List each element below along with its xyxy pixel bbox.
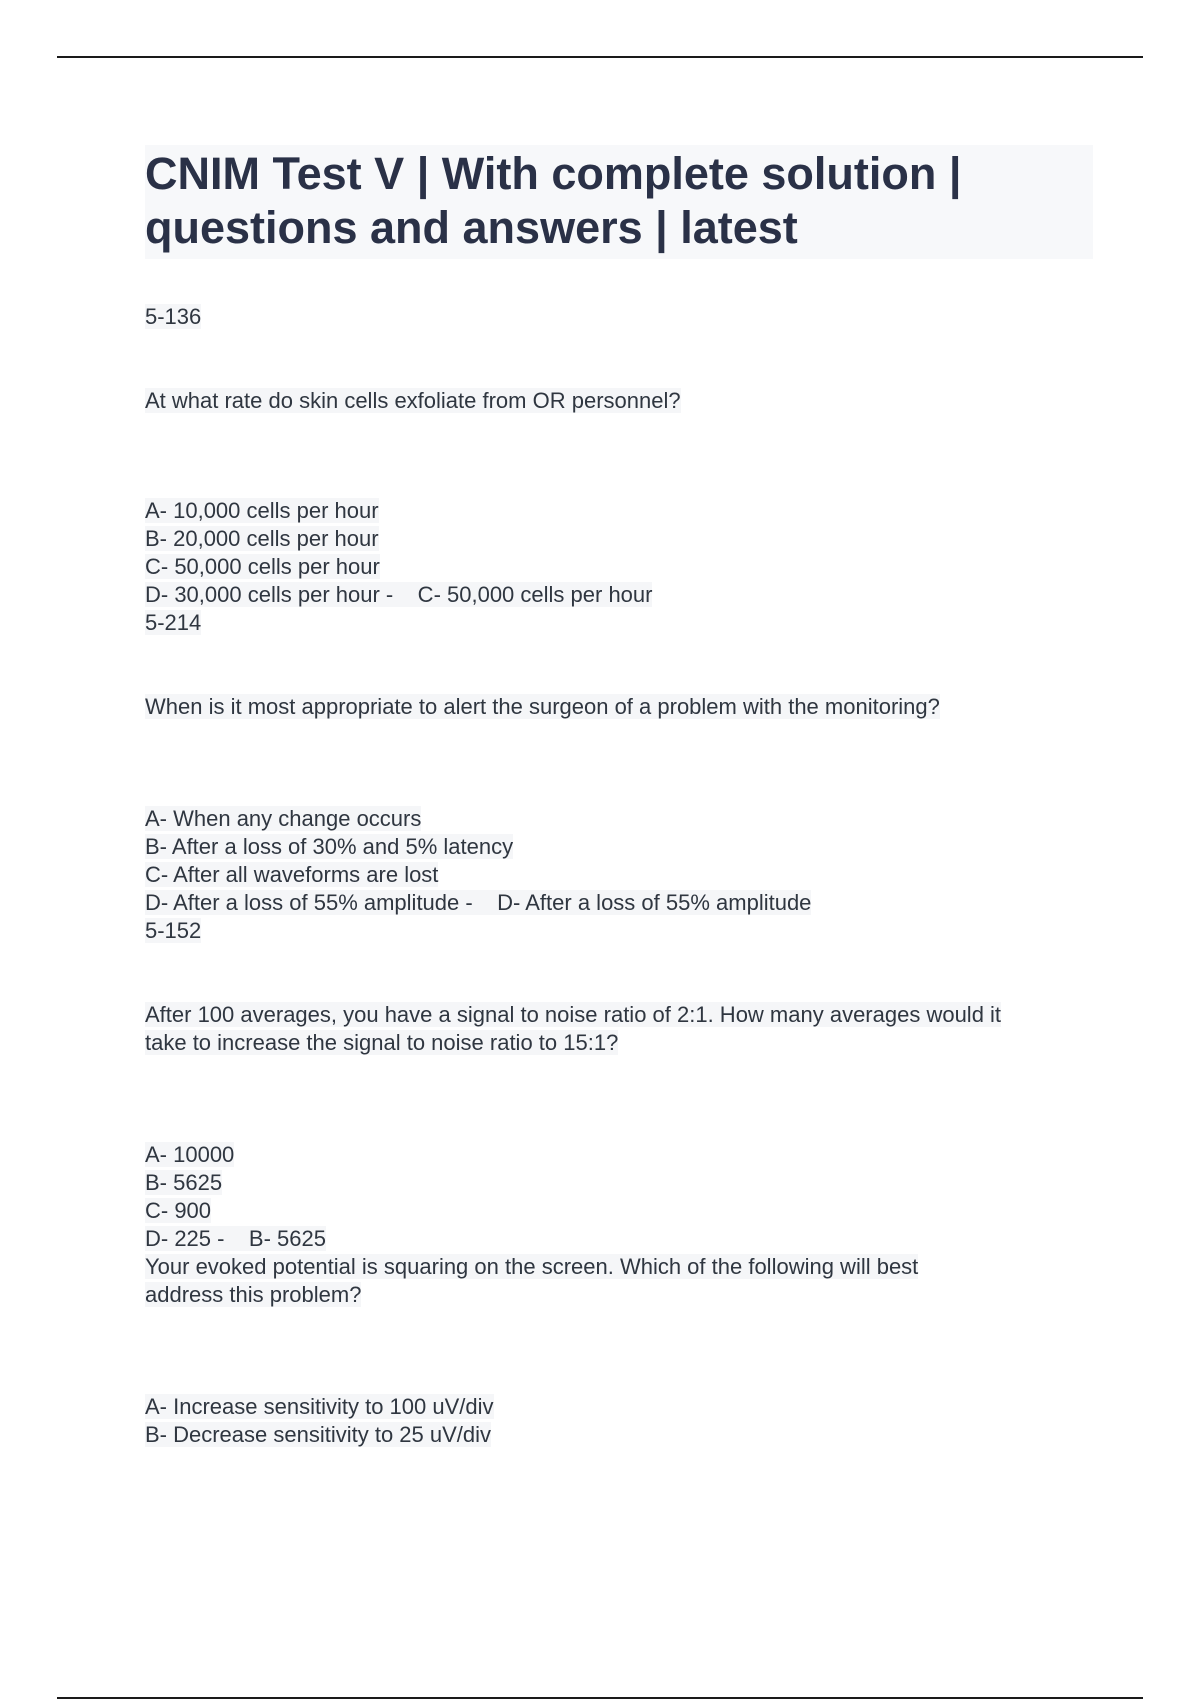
option-a: A- 10,000 cells per hour bbox=[145, 498, 379, 523]
question-text-line-1: After 100 averages, you have a signal to noise ratio of 2:1. How many averages would it bbox=[145, 1002, 1002, 1027]
answer-options bbox=[145, 497, 1095, 609]
option-a: A- Increase sensitivity to 100 uV/div bbox=[145, 1394, 494, 1419]
option-a: A- 10000 bbox=[145, 1142, 235, 1167]
option-c: C- 50,000 cells per hour bbox=[145, 554, 380, 579]
question-id: 5-214 bbox=[145, 610, 202, 635]
question-block bbox=[145, 609, 1095, 917]
question-text: When is it most appropriate to alert the surgeon of a problem with the monitoring? bbox=[145, 694, 940, 719]
answer-options bbox=[145, 1393, 1095, 1449]
answer-options bbox=[145, 805, 1095, 917]
document-body bbox=[145, 145, 1095, 1449]
option-a: A- When any change occurs bbox=[145, 806, 422, 831]
question-text-line-1: Your evoked potential is squaring on the screen. Which of the following will best bbox=[145, 1254, 919, 1279]
question-block bbox=[145, 1253, 1095, 1449]
question-block bbox=[145, 303, 1095, 609]
option-b: B- 20,000 cells per hour bbox=[145, 526, 379, 551]
question-text: At what rate do skin cells exfoliate from OR personnel? bbox=[145, 388, 681, 413]
question-id: 5-152 bbox=[145, 918, 202, 943]
option-d-with-answer: D- 225 - B- 5625 bbox=[145, 1226, 326, 1251]
question-text-line-2: address this problem? bbox=[145, 1282, 362, 1307]
option-b: B- 5625 bbox=[145, 1170, 223, 1195]
option-d-with-answer: D- After a loss of 55% amplitude - D- After a loss of 55% amplitude bbox=[145, 890, 812, 915]
answer-options bbox=[145, 1141, 1095, 1253]
question-id: 5-136 bbox=[145, 304, 202, 329]
option-c: C- After all waveforms are lost bbox=[145, 862, 439, 887]
question-block bbox=[145, 917, 1095, 1253]
top-rule bbox=[57, 56, 1143, 58]
title-block bbox=[145, 145, 1093, 259]
option-c: C- 900 bbox=[145, 1198, 212, 1223]
option-d-with-answer: D- 30,000 cells per hour - C- 50,000 cells per hour bbox=[145, 582, 653, 607]
question-text-line-2: take to increase the signal to noise ratio to 15:1? bbox=[145, 1030, 619, 1055]
bottom-rule bbox=[57, 1697, 1143, 1699]
option-b: B- Decrease sensitivity to 25 uV/div bbox=[145, 1422, 492, 1447]
option-b: B- After a loss of 30% and 5% latency bbox=[145, 834, 514, 859]
document-title: CNIM Test V | With complete solution | questions and answers | latest bbox=[145, 148, 962, 253]
